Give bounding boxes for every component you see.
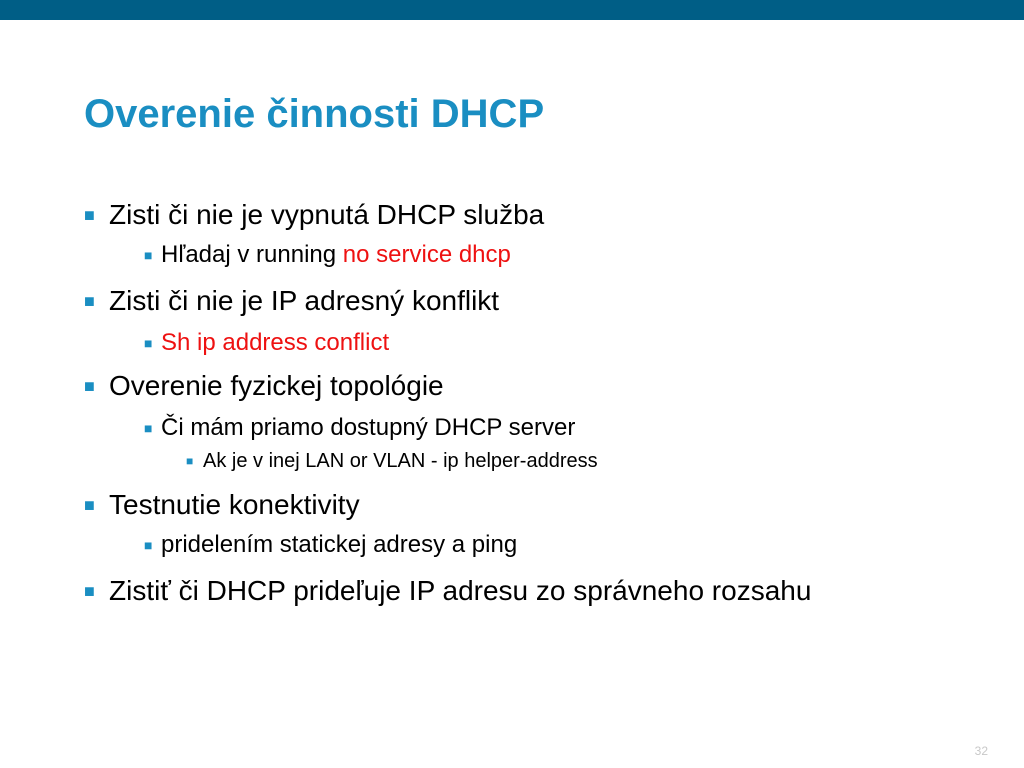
bullet-item xyxy=(84,576,869,606)
page-number: 32 xyxy=(974,744,988,758)
bullet-text: Ak je v inej LAN or VLAN - ip helper-address xyxy=(203,450,598,472)
bullet-text: Zisti či nie je IP adresný konflikt xyxy=(109,285,500,316)
square-bullet-icon: ■ xyxy=(84,495,95,515)
bullet-text: Zisti či nie je vypnutá DHCP služba xyxy=(109,199,545,230)
bullet-text: Zistiť či DHCP prideľuje IP adresu zo správneho rozsahu xyxy=(109,575,812,606)
bullet-text: Overenie fyzickej topológie xyxy=(109,370,444,401)
sub-sub-bullet-item xyxy=(84,449,964,473)
slide-title: Overenie činnosti DHCP xyxy=(84,92,545,136)
square-bullet-icon: ■ xyxy=(84,376,95,396)
square-bullet-icon: ■ xyxy=(144,420,153,436)
header-band xyxy=(0,0,1024,20)
bullet-item xyxy=(84,371,964,401)
bullet-item xyxy=(84,200,964,230)
bullet-item xyxy=(84,286,964,316)
square-bullet-icon: ■ xyxy=(84,581,95,601)
bullet-text: pridelením statickej adresy a ping xyxy=(161,531,518,558)
bullet-text: Či mám priamo dostupný DHCP server xyxy=(161,414,576,441)
sub-bullet-item xyxy=(84,531,964,559)
bullet-text: Hľadaj v running xyxy=(161,241,343,268)
sub-bullet-item xyxy=(84,241,964,269)
sub-bullet-item xyxy=(84,414,964,442)
bullet-item xyxy=(84,490,964,520)
square-bullet-icon: ■ xyxy=(84,291,95,311)
bullet-list xyxy=(84,196,964,606)
command-text: Sh ip address conflict xyxy=(161,329,390,356)
command-text: no service dhcp xyxy=(342,241,511,268)
bullet-text: Testnutie konektivity xyxy=(109,489,360,520)
square-bullet-icon: ■ xyxy=(186,454,194,468)
square-bullet-icon: ■ xyxy=(144,247,153,263)
square-bullet-icon: ■ xyxy=(144,537,153,553)
square-bullet-icon: ■ xyxy=(84,205,95,225)
square-bullet-icon: ■ xyxy=(144,335,153,351)
sub-bullet-item xyxy=(84,329,964,357)
